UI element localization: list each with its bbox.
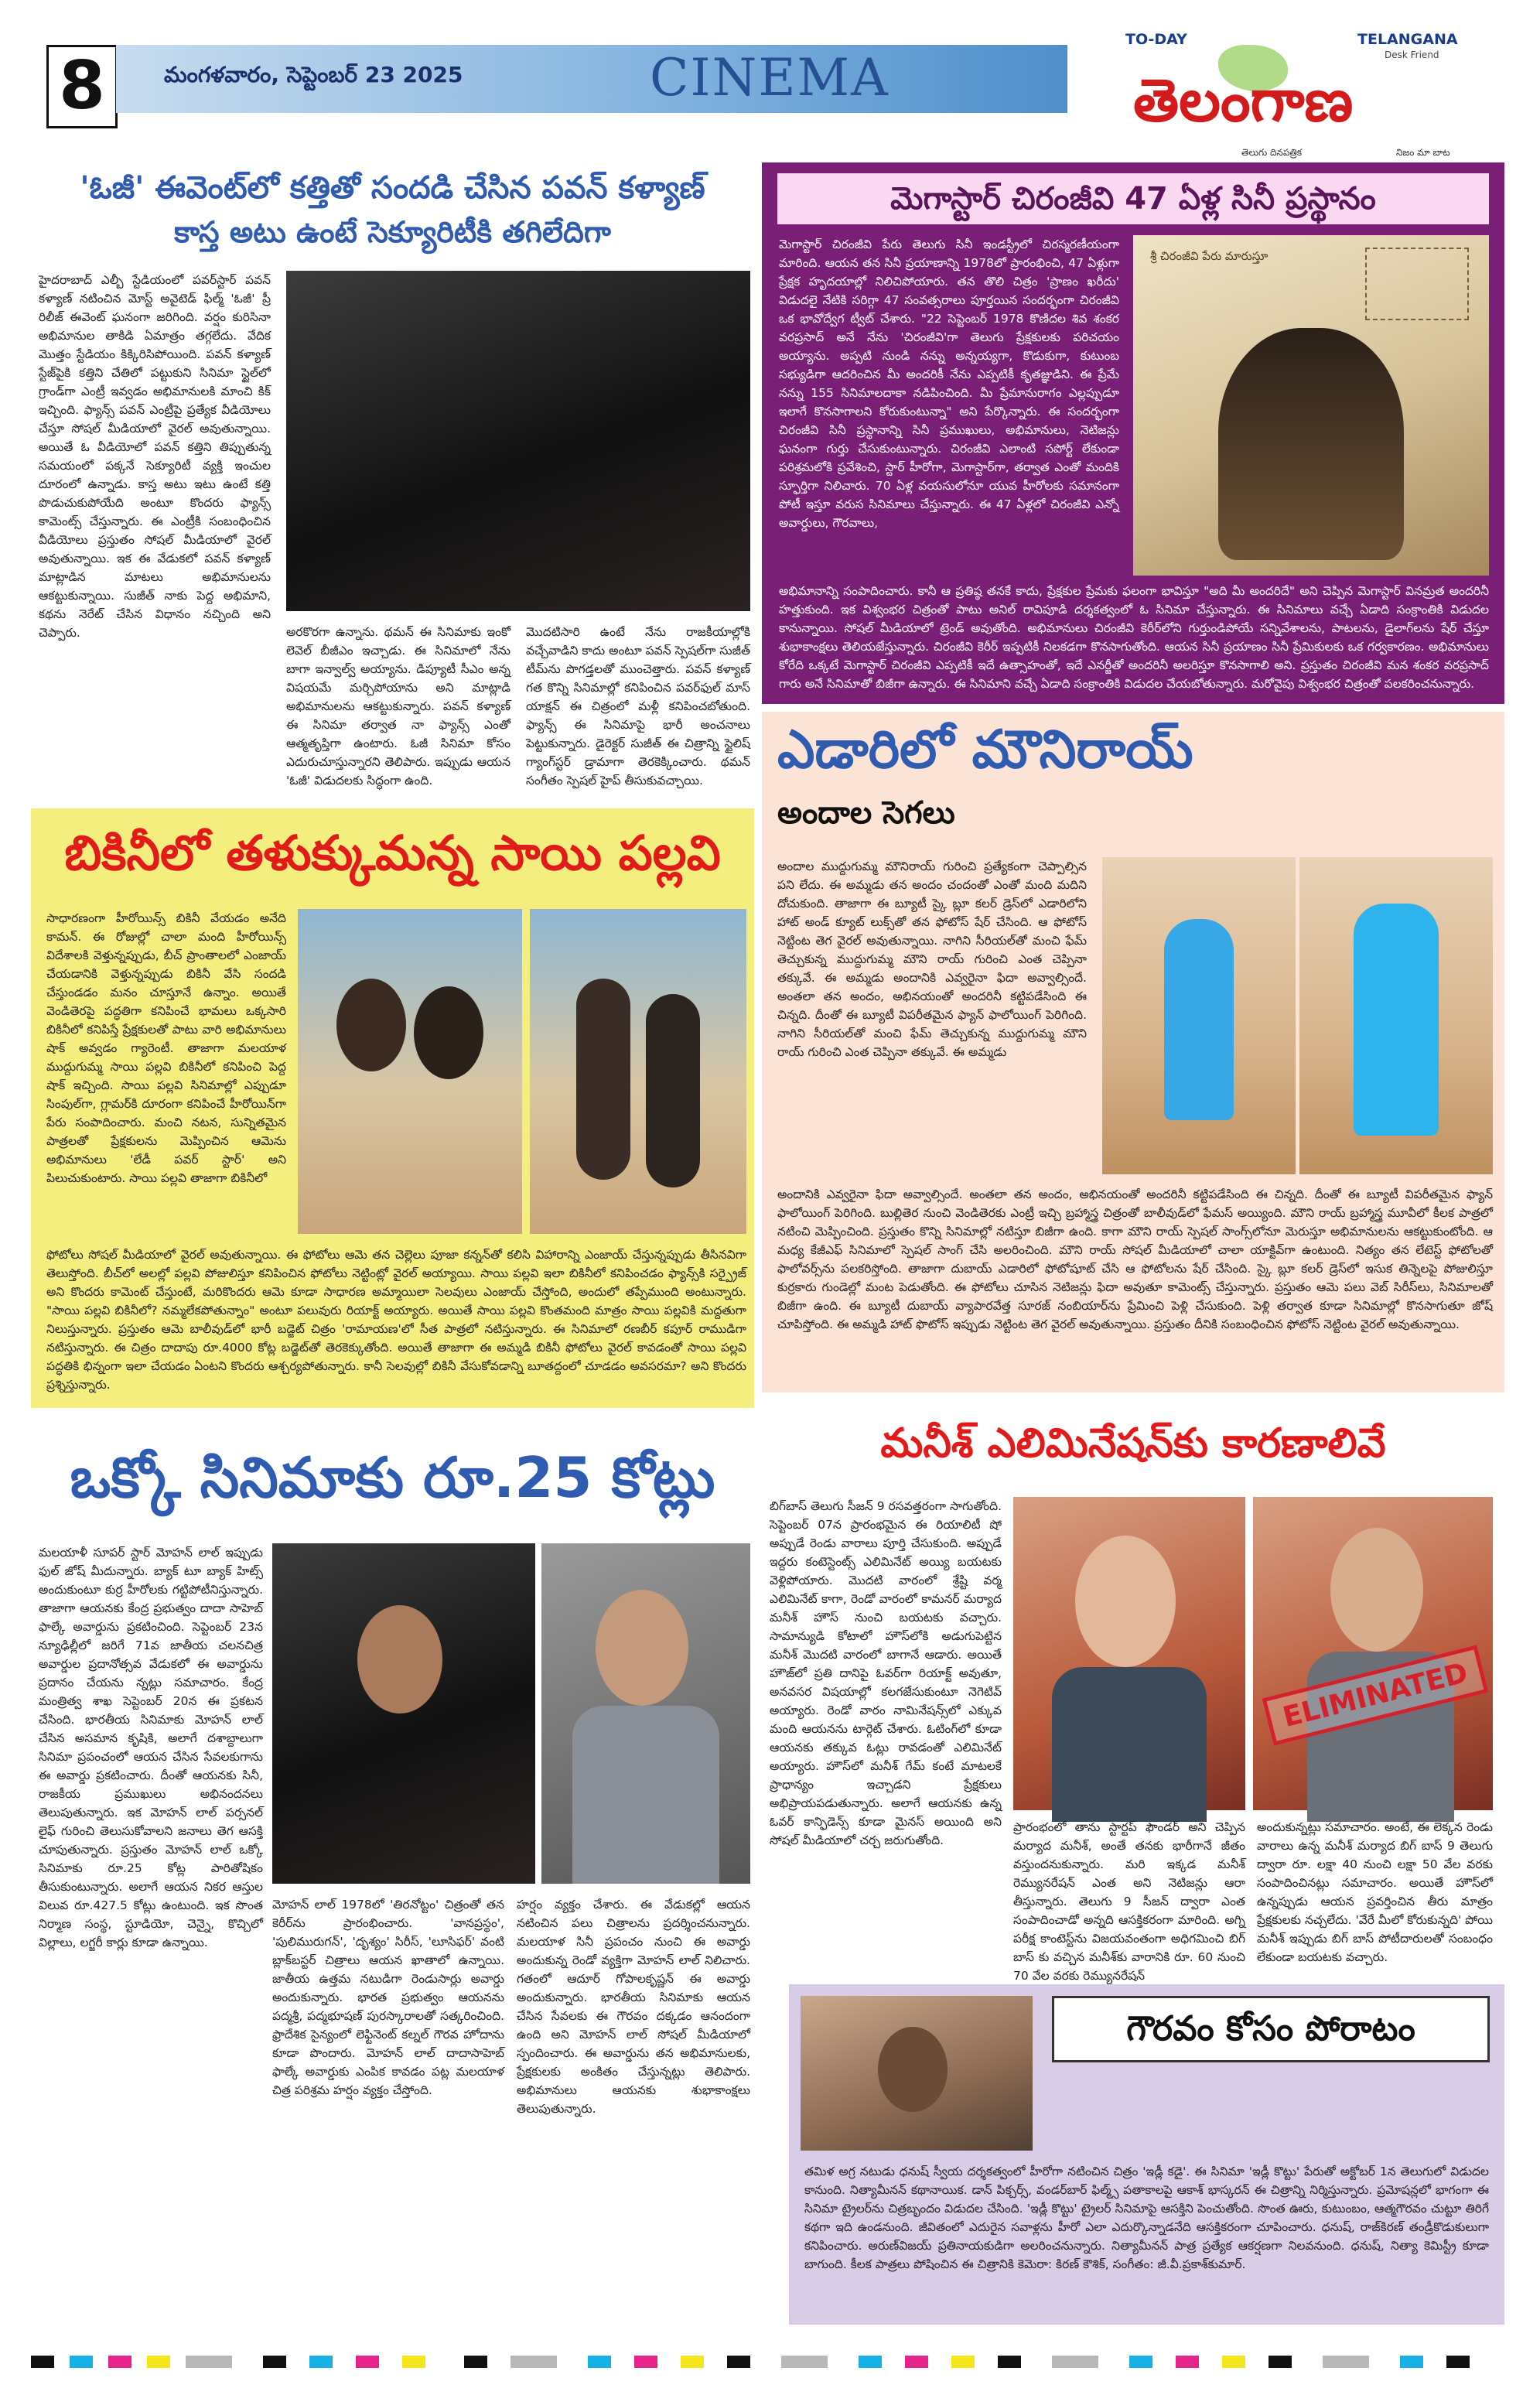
color-swatch <box>1323 2356 1369 2368</box>
color-swatch <box>951 2356 975 2368</box>
pawan-photo <box>286 271 750 611</box>
color-swatch <box>1446 2356 1470 2368</box>
sai-figure-4 <box>646 994 700 1187</box>
pawan-headline: 'ఓజీ' ఈవెంట్‌లో కత్తితో సందడి చేసిన పవన్ కళ్యాణ్ <box>80 170 705 206</box>
mohanlal-figure-2 <box>596 1590 688 1706</box>
logo-top-left: TO-DAY <box>1125 31 1187 48</box>
mohanlal-col2: మోహన్ లాల్ 1978లో 'తిరనోట్టం' చిత్రంతో తన కెరీర్‌ను ప్రారంభించారు. 'వానప్రస్థం', 'పులిమురుగన్', 'దృశ్యం' సిరీస్, 'లూసిఫర్' వంటి బ్లాక్‌బస్టర్ చిత్రాలు ఆయన ఖాతాలో ఉన్నాయి. జాతీయ ఉత్తమ నటుడిగా రెండుసార్లు అవార్డు అందుకున్నారు. భారత ప్రభుత్వం ఆయనను పద్మశ్రీ, పద్మభూషణ్ పురస్కారాలతో సత్కరించింది. ఫ్రాదేశిక సైన్యంలో లెఫ్టినెంట్ కల్నల్ గౌరవ హోదాను కూడా పొందారు. మోహన్ లాల్ దాదాసాహెబ్ ఫాల్కే అవార్డుకు ఎంపిక కావడం పట్ల మలయాళ చిత్ర పరిశ్రమ హర్షం వ్యక్తం చేస్తోంది. <box>272 1898 504 2097</box>
color-swatch <box>727 2356 750 2368</box>
dhanush-headline: గౌరవం కోసం పోరాటం <box>1052 1996 1490 2062</box>
mohanlal-photo-1 <box>272 1543 535 1884</box>
logo-sub: Desk Friend <box>1385 50 1439 60</box>
color-swatch <box>147 2356 170 2368</box>
color-swatch <box>108 2356 131 2368</box>
color-swatch <box>1400 2356 1423 2368</box>
page-number: 8 <box>46 45 118 128</box>
mouni-col-left: అందాల ముద్దుగుమ్మ మౌనిరాయ్ గురించి ప్రత్యేకంగా చెప్పాల్సిన పని లేదు. ఈ అమ్మడు తన అందం చందంతో ఎంతో మంది మదిని దోచుకుంది. తాజాగా ఈ బ్యూటీ స్కై బ్లూ కలర్ డ్రెస్‌లో ఎడారిలోని హాట్ అండ్ క్యూట్ లుక్స్‌తో తన ఫోటోస్ షేర్ చేసింది. ఆ ఫోటోస్ నెట్టింట తెగ వైరల్ అవుతున్నాయి. నాగిని సీరియల్‌తో మంచి ఫేమ్ తెచ్చుకున్న ముద్దుగుమ్మ మౌని రాయ్ గురించి ఎంత చెప్పినా తక్కువే. ఈ అమ్మడు అందానికి ఎవ్వరైనా ఫిదా అవ్వాల్సిందే. అంతలా తన అందం, అభినయంతో అందరినీ కట్టిపడేసింది ఈ చిన్నది. దీంతో ఈ బ్యూటీ విపరీతమైన ఫ్యాన్ ఫాలోయింగ్ పెరిగింది. నాగిని సీరియల్‌తో మంచి ఫేమ్ తెచ్చుకున్న ముద్దుగుమ్మ మౌని రాయ్ గురించి ఎంత చెప్పినా తక్కువే. ఈ అమ్మడు <box>777 859 1087 1059</box>
logo-tagline-left: తెలుగు దినపత్రిక <box>1241 147 1303 158</box>
section-title: CINEMA <box>650 48 890 108</box>
logo-top-right: TELANGANA <box>1357 31 1458 48</box>
masthead-logo <box>1125 31 1497 178</box>
color-swatch <box>1269 2356 1292 2368</box>
color-swatch <box>186 2356 232 2368</box>
manish-photo-2 <box>1253 1497 1493 1810</box>
color-swatch <box>1129 2356 1152 2368</box>
dhanush-photo <box>801 1996 1033 2151</box>
color-swatch <box>859 2356 882 2368</box>
mouni-figure-1 <box>1164 919 1234 1120</box>
sai-figure-3 <box>576 979 630 1180</box>
manish-col-top: బిగ్‌బాస్ తెలుగు సీజన్ 9 రసవత్తరంగా సాగుతోంది. సెప్టెంబర్ 07న ప్రారంభమైన ఈ రియాలిటీ షో అప్పుడే రెండు వారాలు పూర్తి చేసుకుంది. అప్పుడే ఇద్దరు కంటెస్టెంట్స్ ఎలిమినేట్ అయ్యి బయటకు వెళ్లిపోయారు. మొదటి వారంలో శ్రేష్టి వర్మ ఎలిమినేట్ కాగా, రెండో వారంలో కామనర్ మర్యాద మనీశ్ హౌస్ నుంచి బయటకు వచ్చారు. సామాన్యుడి కోటాలో హౌస్‌లోకి అడుగుపెట్టిన మనీశ్ మొదటి వారంలో బాగానే ఆడారు. అయితే హౌజ్‌లో ప్రతి దానిపై ఓవర్‌గా రియాక్ట్ అవుతూ, అనవసర విషయాల్లో కలగజేసుకుంటూ నెగెటివ్ అయ్యారు. రెండో వారం నామినేషన్స్‌లో ఎక్కువ మంది ఆయనను టార్గెట్ చేశారు. ఓటింగ్‌లో కూడా ఆయనకు తక్కువ ఓట్లు రావడంతో ఎలిమినేట్ అయ్యారు. హౌస్‌లో మనీశ్ గేమ్ కంటే మాటలకే ప్రాధాన్యం ఇచ్చాడని ప్రేక్షకులు అభిప్రాయపడుతున్నారు. అలాగే ఆయనకు ఉన్న ఓవర్ కాన్ఫిడెన్స్ కూడా మైనస్ అయింది అని సోషల్ మీడియాలో చర్చ జరుగుతోంది. <box>770 1499 1002 1847</box>
chiranjeevi-body-bottom: అభిమానాన్ని సంపాదించారు. కానీ ఆ ప్రతిష్ఠ తనకే కాదు, ప్రేక్షకుల ప్రేమకు ఫలంగా భావిస్తూ "అది మీ అందరిదే" అని చెప్పిన మెగాస్టార్ వినమ్రత అందరినీ హత్తుకుంది. ఇక విశ్వంభర చిత్రంతో పాటు అనిల్ రావిపూడి దర్శకత్వంలో ఓ సినిమా చేస్తున్నారు. ఈ సినిమాలు వచ్చే ఏడాది సంక్రాంతికి విడుదల కానున్నాయి. సోషల్ మీడియాలో ట్రెండ్ అవుతోంది. అభిమానులు చిరంజీవి కెరీర్‌లోని గుర్తుండిపోయే సన్నివేశాలను, పాటలను, డైలాగ్‌లను షేర్ చేస్తూ శుభాకాంక్షలు తెలియజేస్తున్నారు. చిరంజీవి కెరీర్ ఇప్పటికీ నిలకడగా కొనసాగుతోంది. ఆయన సినీ ప్రయాణం సినీ ప్రేమికులకు ఒక గర్వకారణం. అభిమానులు కోరేది ఒక్కటే మెగాస్టార్ చిరంజీవి ఎప్పటికీ ఇదే ఉత్సాహంతో, ఇదే ఎనర్జీతో అందరినీ అలరిస్తూ కొనసాగాలి అని. ప్రస్తుతం చిరంజీవి మన శంకర వరప్రసాద్ గారు అనే సినిమాతో బిజీగా ఉన్నారు. ఈ సినిమాని వచ్చే ఏడాది సంక్రాంతికి విడుదల చేయబోతున్నారు. మరోవైపు విశ్వంభర చిత్రంతో పలకరించనున్నారు. <box>779 584 1489 691</box>
color-swatch <box>510 2356 557 2368</box>
dhanush-body: తమిళ అగ్ర నటుడు ధనుష్ స్వీయ దర్శకత్వంలో హీరోగా నటించిన చిత్రం 'ఇడ్లీ కడై'. ఈ సినిమా 'ఇడ్లీ కొట్టు' పేరుతో అక్టోబర్ 1న తెలుగులో విడుదల కానుంది. నిత్యామీనన్ కథానాయిక. డాన్ పిక్చర్స్, వండర్‌బార్ ఫిల్మ్స్ పతాకాలపై ఆకాశ్ భాస్కరన్ ఈ చిత్రాన్ని నిర్మిస్తున్నారు. ప్రమోషన్లలో భాగంగా ఈ సినిమా ట్రైలర్‌ను చిత్రబృందం విడుదల చేసింది. 'ఇడ్లీ కొట్టు' ట్రైలర్ సినిమాపై ఆసక్తిని పెంచుతోంది. సొంత ఊరు, కుటుంబం, ఆత్మగౌరవం చుట్టూ తిరిగే కథగా ఇది ఉండనుంది. జీవితంలో ఎదురైన సవాళ్లను హీరో ఎలా ఎదుర్కొన్నాడనేది ఆసక్తికరంగా చూపించారు. ధనుష్, రాజ్‌కిరణ్ తండ్రీకొడుకులుగా కనిపించారు. అరుణ్‌విజయ్ ప్రతినాయకుడిగా అలరించనున్నారు. నిత్యామీనన్ పాత్ర ప్రత్యేక ఆకర్షణగా నిలవనుంది. ధనుష్, నిత్యా కెమిస్ట్రీ కూడా బాగుంది. కీలక పాత్రలు పోషించిన ఈ చిత్రానికి కెమెరా: కిరణ్ కౌశిక్, సంగీతం: జీ.వీ.ప్రకాశ్‌కుమార్. <box>804 2165 1489 2271</box>
color-swatch <box>31 2356 54 2368</box>
article-sai-pallavi <box>31 808 754 1408</box>
mouni-headline: ఎడారిలో మౌనిరాయ్ <box>777 719 1193 781</box>
article-manish <box>762 1404 1504 1983</box>
mohanlal-col1: మలయాళీ సూపర్ స్టార్ మోహన్ లాల్ ఇప్పుడు ఫుల్ జోష్ మీదున్నారు. బ్యాక్ టూ బ్యాక్ హిట్స్ అందుకుంటూ కుర్ర హీరోలకు గట్టిపోటీనిస్తున్నారు. తాజాగా ఆయనకు కేంద్ర ప్రభుత్వం దాదా సాహెబ్ ఫాల్కే అవార్డును ప్రకటించింది. సెప్టెంబర్ 23న న్యూఢిల్లీలో జరిగే 71వ జాతీయ చలనచిత్ర అవార్డుల ప్రదానోత్సవ వేడుకలో ఈ అవార్డును ప్రదానం చేయను న్నట్లు సమాచారం. కేంద్ర మంత్రిత్వ శాఖ సెప్టెంబర్ 20న ఈ ప్రకటన చేసింది. భారతీయ సినిమాకు మోహన్ లాల్ చేసిన అసమాన కృషికి, అలాగే దశాబ్దాలుగా సినిమా ప్రపంచంలో ఆయన చేసిన సేవలకుగాను ఈ అవార్డు ప్రకటించారు. దీంతో ఆయనకు సినీ, రాజకీయ ప్రముఖులు అభినందనలు తెలుపుతున్నారు. ఇక మోహన్ లాల్ పర్సనల్ లైఫ్ గురించి తెలుసుకోవాలని జనాలు తెగ ఆసక్తి చూపుతున్నారు. ప్రస్తుతం మోహన్ లాల్ ఒక్కో సినిమాకు రూ.25 కోట్ల పారితోషికం తీసుకుంటున్నారు. అలాగే ఆయన నికర ఆస్తుల విలువ రూ.427.5 కోట్లు ఉంటుంది. ఇక సొంత నిర్మాణ సంస్థ, స్టూడియో, చెన్నై, కొచ్చిలో విల్లాలు, లగ్జరీ కార్లు కూడా ఉన్నాయి. <box>39 1546 263 1949</box>
color-swatch <box>70 2356 93 2368</box>
article-chiranjeevi <box>762 162 1504 704</box>
mohanlal-headline: ఒక్కో సినిమాకు రూ.25 కోట్లు <box>70 1445 715 1510</box>
color-swatch <box>402 2356 425 2368</box>
article-pawan <box>31 155 754 797</box>
chiranjeevi-headline: మెగాస్టార్ చిరంజీవి 47 ఏళ్ల సినీ ప్రస్థానం <box>777 173 1489 224</box>
color-swatch <box>356 2356 379 2368</box>
dhanush-figure <box>878 2027 948 2112</box>
color-swatch <box>1222 2356 1245 2368</box>
sai-photo-1 <box>298 909 522 1234</box>
logo-name: తెలంగాణ <box>1133 66 1354 135</box>
mouni-subhead: అందాల సెగలు <box>777 795 955 831</box>
manish-col-mid: ప్రారంభంలో తాను స్టార్టప్ ఫౌండర్ అని చెప్పిన మర్యాద మనీశ్, అంతే తనకు భారీగానే జీతం వస్తుందనుకున్నారు. మరి ఇక్కడ మనీశ్ రెమ్యునరేషన్ ఎంత అని నెటిజన్లు ఆరా తీస్తున్నారు. తెలుగు 9 సీజన్ ద్వారా ఎంత సంపాదించాడో అన్నది ఆసక్తికరంగా మారింది. అగ్ని పరీక్ష కాంటెస్ట్‌ను విజయవంతంగా అధిగమించి బిగ్ బాస్ కు వచ్చిన మనీశ్‌కు వారానికి రూ. 60 నుంచి 70 వేల వరకు రెమ్యునరేషన్ <box>1013 1820 1245 1983</box>
mouni-photo-1 <box>1102 857 1296 1174</box>
color-swatch <box>781 2356 828 2368</box>
stamp-icon <box>1365 248 1469 320</box>
article-dhanush <box>789 1984 1504 2325</box>
color-swatch <box>588 2356 611 2368</box>
color-swatch <box>1052 2356 1098 2368</box>
mohanlal-col3: హర్షం వ్యక్తం చేశారు. ఈ వేడుకల్లో ఆయన నటించిన పలు చిత్రాలను ప్రదర్శించనున్నారు. మలయాళ సినీ ప్రపంచం నుంచి ఈ అవార్డు అందుకున్న రెండో వ్యక్తిగా మోహన్ లాల్ నిలిచారు. గతంలో ఆదూర్ గోపాలకృష్ణన్ ఈ అవార్డు అందుకున్నారు. భారతీయ సినిమాకు ఆయన చేసిన సేవలకు ఈ గౌరవం దక్కడం ఆనందంగా ఉంది అని మోహన్ లాల్ సోషల్ మీడియాలో స్పందించారు. ఈ అవార్డును తన అభిమానులకు, ప్రేక్షకులకు అంకితం చేస్తున్నట్లు తెలిపారు. అభిమానులు ఆయనకు శుభాకాంక్షలు తెలుపుతున్నారు. <box>517 1898 750 2116</box>
sai-figure-2 <box>414 986 483 1079</box>
color-swatch <box>998 2356 1021 2368</box>
color-swatch <box>309 2356 333 2368</box>
sai-figure-1 <box>336 979 406 1071</box>
color-swatch <box>681 2356 704 2368</box>
chiranjeevi-body-top: మెగాస్టార్ చిరంజీవి పేరు తెలుగు సినీ ఇండస్ట్రీలో చిరస్మరణీయంగా మారింది. ఆయన తన సినీ ప్రయాణాన్ని 1978లో ప్రారంభించి, 47 ఏళ్లుగా ప్రేక్షక హృదయాల్లో నిలిచిపోయారు. తన తొలి చిత్రం 'ప్రాణం ఖరీదు' విడుదలై నేటికి సరిగ్గా 47 సంవత్సరాలు పూర్తయిన సందర్భంగా చిరంజీవి ఒక భావోద్వేగ ట్వీట్ చేశారు. "22 సెప్టెంబర్ 1978 కొణిదల శివ శంకర వరప్రసాద్ అనే నేను 'చిరంజీవి'గా తెలుగు ప్రేక్షకులకు పరిచయం అయ్యాను. అప్పటి నుండి నన్ను అన్నయ్యగా, కొడుకుగా, కుటుంబ సభ్యుడిగా ఆదరించిన మీ అందరికీ నేను ఎప్పటికీ కృతజ్ఞుడిని. ఈ ప్రేమే నన్ను 155 సినిమాలదాకా నడిపించింది. మీ ప్రేమానురాగం ఎల్లప్పుడూ ఇలాగే కొనసాగాలని కోరుకుంటున్నా" అని పేర్కొన్నారు. ఈ సందర్భంగా చిరంజీవి సినీ ప్రస్థానాన్ని సినీ ప్రముఖులు, అభిమానులు, నెటిజన్లు ఘనంగా గుర్తు చేసుకుంటున్నారు. చిరంజీవి ఎలాంటి సపోర్ట్ లేకుండా పరిశ్రమలోకి ప్రవేశించి, స్టార్ హీరోగా, మెగాస్టార్‌గా, తర్వాత ఎంతో మందికి స్ఫూర్తిగా నిలిచారు. 70 ఏళ్ల వయసులోనూ యువ హీరోలకు సమానంగా పోటీ ఇస్తూ వరుస సినిమాలు చేస్తున్నారు. ఈ 47 ఏళ్లలో చిరంజీవి ఎన్నో అవార్డులు, గౌరవాలు, <box>779 237 1119 530</box>
chiranjeevi-photo <box>1133 235 1489 576</box>
mouni-figure-2 <box>1354 904 1439 1136</box>
sai-body-bottom: ఫోటోలు సోషల్ మీడియాలో వైరల్ అవుతున్నాయి. ఈ ఫోటోలు ఆమె తన చెల్లెలు పూజా కన్నన్‌తో కలిసి విహారాన్ని ఎంజాయ్ చేస్తున్నప్పుడు తీసినవిగా తెలుస్తోంది. బీచ్‌లో అలల్లో పల్లవి పోజులిస్తూ కనిపించిన ఫోటోలు నెట్టింట్లో వైరల్ అయ్యాయి. సాయి పల్లవి ఇలా బికినీలో కనిపించడం ఫ్యాన్స్‌కి సర్ప్రైజ్ అని కొందరు కామెంట్ చేస్తుంటే, మరికొందరు ఆమె కూడా సాధారణ అమ్మాయిలా సెలవులు ఎంజాయ్ చేస్తోంది, అందులో తప్పేముంది అంటున్నారు. "సాయి పల్లవి బికినీలో? నమ్మలేకపోతున్నాం" అంటూ పలువురు రియాక్ట్ అయ్యారు. అయితే సాయి పల్లవి కొంతమంది మాత్రం సాయి పల్లవికి మద్దతుగా నిలుస్తున్నారు. ప్రస్తుతం ఆమె బాలీవుడ్‌లో భారీ బడ్జెట్ చిత్రం 'రామాయణ'లో సీత పాత్రలో నటిస్తున్నారు. ఈ సినిమాలో రణబీర్ కపూర్ రాముడిగా నటిస్తున్నారు. ఈ చిత్రం దాదాపు రూ.4000 కోట్ల బడ్జెట్‌తో తెరకెక్కుతోంది. అయితే తాజాగా ఈ అమ్మడి బికినీ ఫోటోలు వైరల్ కావడంతో సాయి పల్లవి పద్ధతికి భిన్నంగా ఇలా చేయడం ఏంటని కొందరు ఆశ్చర్యపోతున్నారు. కానీ సెలవుల్లో బికినీ వేసుకోవడాన్ని బూతద్దంలో చూడడం అవసరమా? అని కొందరు ప్రశ్నిస్తున్నారు. <box>46 1248 746 1392</box>
pawan-subheadline: కాస్త అటు ఉంటే సెక్యూరిటీకి తగిలేదిగా <box>174 215 611 249</box>
chiranjeevi-photo-caption: శ్రీ చిరంజీవి పేరు మారుస్తూ <box>1150 249 1269 263</box>
color-swatch <box>464 2356 487 2368</box>
article-mohanlal <box>31 1420 754 2348</box>
manish-figure-2 <box>1330 1528 1423 1652</box>
pawan-col2: అరకొరగా ఉన్నాను. థమన్ ఈ సినిమాకు ఇంకో లెవెల్ బీజీఎం ఇచ్చాడు. ఈ సినిమాలో నేను బాగా ఇన్వాల్వ్ అయ్యాను. డిప్యూటీ సీఎం అన్న విషయమే మర్చిపోయాను అని మాట్లాడి అభిమానులను ఆకట్టుకున్నారు. పవన్ కళ్యాణ్ ఈ సినిమా తర్వాత నా ఫ్యాన్స్ ఎంతో ఆత్మతృప్తిగా ఉంటారు. ఓజీ సినిమా కోసం ఎదురుచూస్తున్నారని తెలిపారు. ఇప్పుడు ఆయన 'ఓజీ' విడుదలకు సిద్ధంగా ఉంది. <box>286 625 510 788</box>
sai-col-left: సాధారణంగా హీరోయిన్స్ బికినీ వేయడం అనేది కామన్. ఈ రోజుల్లో చాలా మంది హీరోయిన్స్ విదేశాలకి వెళ్తున్నప్పుడు, బీచ్ ప్రాంతాలలో ఎంజాయ్ చేయడానికి వెళ్తున్నప్పుడు బికినీ వేసి సందడి చేస్తుండడం మనం చూస్తూనే ఉన్నాం. అయితే వెండితెరపై పద్ధతిగా కనిపించే భామలు ఒక్కసారి బికినీలో కనిపిస్తే ప్రేక్షకులతో పాటు వారి అభిమానులు షాక్ అవ్వడం గ్యారెంటీ. తాజాగా మలయాళ ముద్దుగుమ్మ సాయి పల్లవి బికినీలో కనిపించి పెద్ద షాక్ ఇచ్చింది. సాయి పల్లవి సినిమాల్లో ఎప్పుడూ సింపుల్‌గా, గ్లామర్‌కి దూరంగా కనిపించే హీరోయిన్‌గా పేరు సంపాదించారు. మంచి నటన, సున్నితమైన పాత్రలతో ప్రేక్షకులను మెప్పించిన ఆమెను అభిమానులు 'లేడీ పవర్ స్టార్' అని పిలుచుకుంటారు. సాయి పల్లవి తాజాగా బికినీలో <box>46 911 286 1185</box>
header-date: మంగళవారం, సెప్టెంబర్ 23 2025 <box>164 62 463 87</box>
pawan-col3: మొదటిసారి ఉంటే నేను రాజకీయాల్లోకి వచ్చేవాడిని కాదు అంటూ పవన్ స్పెషల్‌గా సుజీత్ టీమ్‌ను పొగడ్తలతో ముంచెత్తారు. పవన్ కళ్యాణ్ గత కొన్ని సినిమాల్లో కనిపించిన పవర్‌ఫుల్ మాస్ యాక్షన్ ఈ చిత్రంలో మళ్లీ కనిపించబోతుంది. ఫ్యాన్స్ ఈ సినిమాపై భారీ అంచనాలు పెట్టుకున్నారు. డైరెక్టర్ సుజీత్ ఈ చిత్రాన్ని స్టైలిష్ గ్యాంగ్‌స్టర్ డ్రామాగా తెరకెక్కించారు. థమన్ సంగీతం స్పెషల్ హైప్ తీసుకువచ్చాయి. <box>526 625 750 788</box>
eliminated-stamp: ELIMINATED <box>1262 1645 1489 1745</box>
mohanlal-figure-2-body <box>572 1706 719 1884</box>
mohanlal-figure-1 <box>357 1605 442 1714</box>
manish-headline: మనీశ్ ఎలిమినేషన్‌కు కారణాలివే <box>880 1420 1386 1467</box>
manish-photo-1 <box>1013 1497 1245 1810</box>
mouni-body-bottom: అందానికి ఎవ్వరైనా ఫిదా అవ్వాల్సిందే. అంతలా తన అందం, అభినయంతో అందరినీ కట్టిపడేసింది ఈ చిన్నది. దీంతో ఈ బ్యూటీ విపరీతమైన ఫ్యాన్ ఫాలోయింగ్ పెరిగింది. బుల్లితెర నుంచి వెండితెరకు ఎంట్రీ ఇచ్చి బ్రహ్మాస్త్ర చిత్రంతో బాలీవుడ్‌లో ఫేమస్ అయ్యింది. మౌని రాయ్ బ్రహ్మాస్త్ర మూవీలో కీలక పాత్రలో నటించి మెప్పించింది. ప్రస్తుతం కొన్ని సినిమాల్లో నటిస్తూ బిజీగా ఉంది. కాగా మౌని రాయ్ స్పెషల్ సాంగ్స్‌లోనూ మెరుస్తూ అభిమానులను ఆకట్టుకుంటోంది. ఆ మధ్య కేజీఎఫ్ సినిమాలో స్పెషల్ సాంగ్ చేసి అలరించింది. మౌని రాయ్ సోషల్ మీడియాలో చాలా యాక్టివ్‌గా ఉంటుంది. నిత్యం తన లేటెస్ట్ ఫోటోలతో ఫాలోవర్స్‌ను పలకరిస్తోంది. తాజాగా దుబాయ్ ఎడారిలో ఫోటోషూట్ చేసి ఆ ఫోటోలను షేర్ చేసింది. స్కై బ్లూ కలర్ డ్రెస్‌లో ఇసుక తిన్నెలపై పోజులిస్తూ కుర్రకారు గుండెల్లో మంట పెడుతోంది. ఈ ఫోటోలు చూసిన నెటిజన్లు ఫిదా అవుతూ కామెంట్స్ చేస్తున్నారు. ప్రస్తుతం ఆమె పలు వెబ్ సిరీస్‌లు, సినిమాలతో బిజీగా ఉంది. ఈ బ్యూటీ దుబాయ్ వ్యాపారవేత్త సూరజ్ నంబియార్‌ను ప్రేమించి పెళ్లి చేసుకుంది. పెళ్లి తర్వాత కూడా సినిమాల్లో కొనసాగుతూ జోష్ చూపిస్తోంది. ఈ అమ్మడి హాట్ ఫొటోస్ ఇప్పుడు నెట్టింట తెగ వైరల్ అవుతున్నాయి. ప్రస్తుతం దీనికి సంబంధించిన ఫోటోస్ నెట్టింట వైరల్ అవుతున్నాయి. <box>777 1187 1493 1331</box>
pawan-col1: హైదరాబాద్ ఎల్బీ స్టేడియంలో పవర్‌స్టార్ పవన్ కళ్యాణ్ నటించిన మోస్ట్ అవైటెడ్ ఫిల్మ్ 'ఓజీ' ప్రీ రిలీజ్ ఈవెంట్ ఘనంగా జరిగింది. వర్షం కురిసినా అభిమానుల తాకిడి ఏమాత్రం తగ్గలేదు. వేదిక మొత్తం స్టేడియం కిక్కిరిసిపోయింది. పవన్ కళ్యాణ్ స్టేజ్‌పైకి కత్తిని చేతిలో పట్టుకుని సినిమా స్టైల్‌లో గ్రాండ్‌గా ఎంట్రీ ఇవ్వడం అభిమానులకి మాంచి కిక్ ఇచ్చింది. ఫ్యాన్స్ పవన్ ఎంట్రీపై ప్రత్యేక వీడియోలు చేస్తూ సోషల్ మీడియాలో వైరల్ అవుతున్నాయి. అయితే ఓ వీడియోలో పవన్ కత్తిని తిప్పుతున్న సమయంలో పక్కనే సెక్యూరిటీ వ్యక్తి ఇంచుల దూరంలో ఉన్నాడు. కాస్త అటు ఇటు ఉంటే కత్తి పొడుచుకుపోయేది అంటూ కొందరు ఫ్యాన్స్ కామెంట్స్ చేస్తున్నారు. ఈ ఎంట్రీకి సంబంధించిన వీడియోలు ప్రస్తుతం సోషల్ మీడియాలో వైరల్ అవుతున్నాయి. ఇక ఈ వేడుకలో పవన్ కళ్యాణ్ మాట్లాడిన మాటలు అభిమానులను ఆకట్టుకున్నాయి. సుజీత్ నాకు పెద్ద అభిమాని, కథను నెరేట్ చేసిన విధానం నచ్చింది అని చెప్పారు. <box>39 273 271 640</box>
color-swatch <box>905 2356 928 2368</box>
portrait-silhouette <box>1218 328 1404 560</box>
color-swatch <box>263 2356 286 2368</box>
mohanlal-photo-2 <box>541 1543 750 1884</box>
manish-figure-1 <box>1075 1536 1176 1667</box>
logo-tagline-right: నిజం మా బాట <box>1396 147 1450 158</box>
sai-photo-2 <box>530 909 746 1234</box>
article-mouni <box>762 712 1504 1392</box>
mouni-photo-2 <box>1299 857 1493 1174</box>
color-swatch <box>1176 2356 1199 2368</box>
manish-col-right: అందుకున్నట్లు సమాచారం. అంటే, ఈ లెక్కన రెండు వారాలు ఉన్న మనీశ్ మర్యాద బిగ్ బాస్ 9 తెలుగు ద్వారా రూ. లక్షా 40 నుంచి లక్షా 50 వేల వరకు సంపాదించినట్లు సమాచారం. అయితే హౌస్‌లో ఉన్నప్పుడు ఆయన ప్రవర్తించిన తీరు మాత్రం ప్రేక్షకులకు నచ్చలేదు. 'వేరే మీలో కోరుకున్నది' పోయి మనీశ్ ఇప్పుడు బిగ్ బాస్ పోటీదారులతో సంబంధం లేకుండా బయటకు వచ్చారు. <box>1257 1820 1493 1964</box>
sai-headline: బికినీలో తళుక్కుమన్న సాయి పల్లవి <box>64 825 721 881</box>
color-swatch <box>634 2356 657 2368</box>
manish-figure-1-body <box>1052 1667 1207 1822</box>
